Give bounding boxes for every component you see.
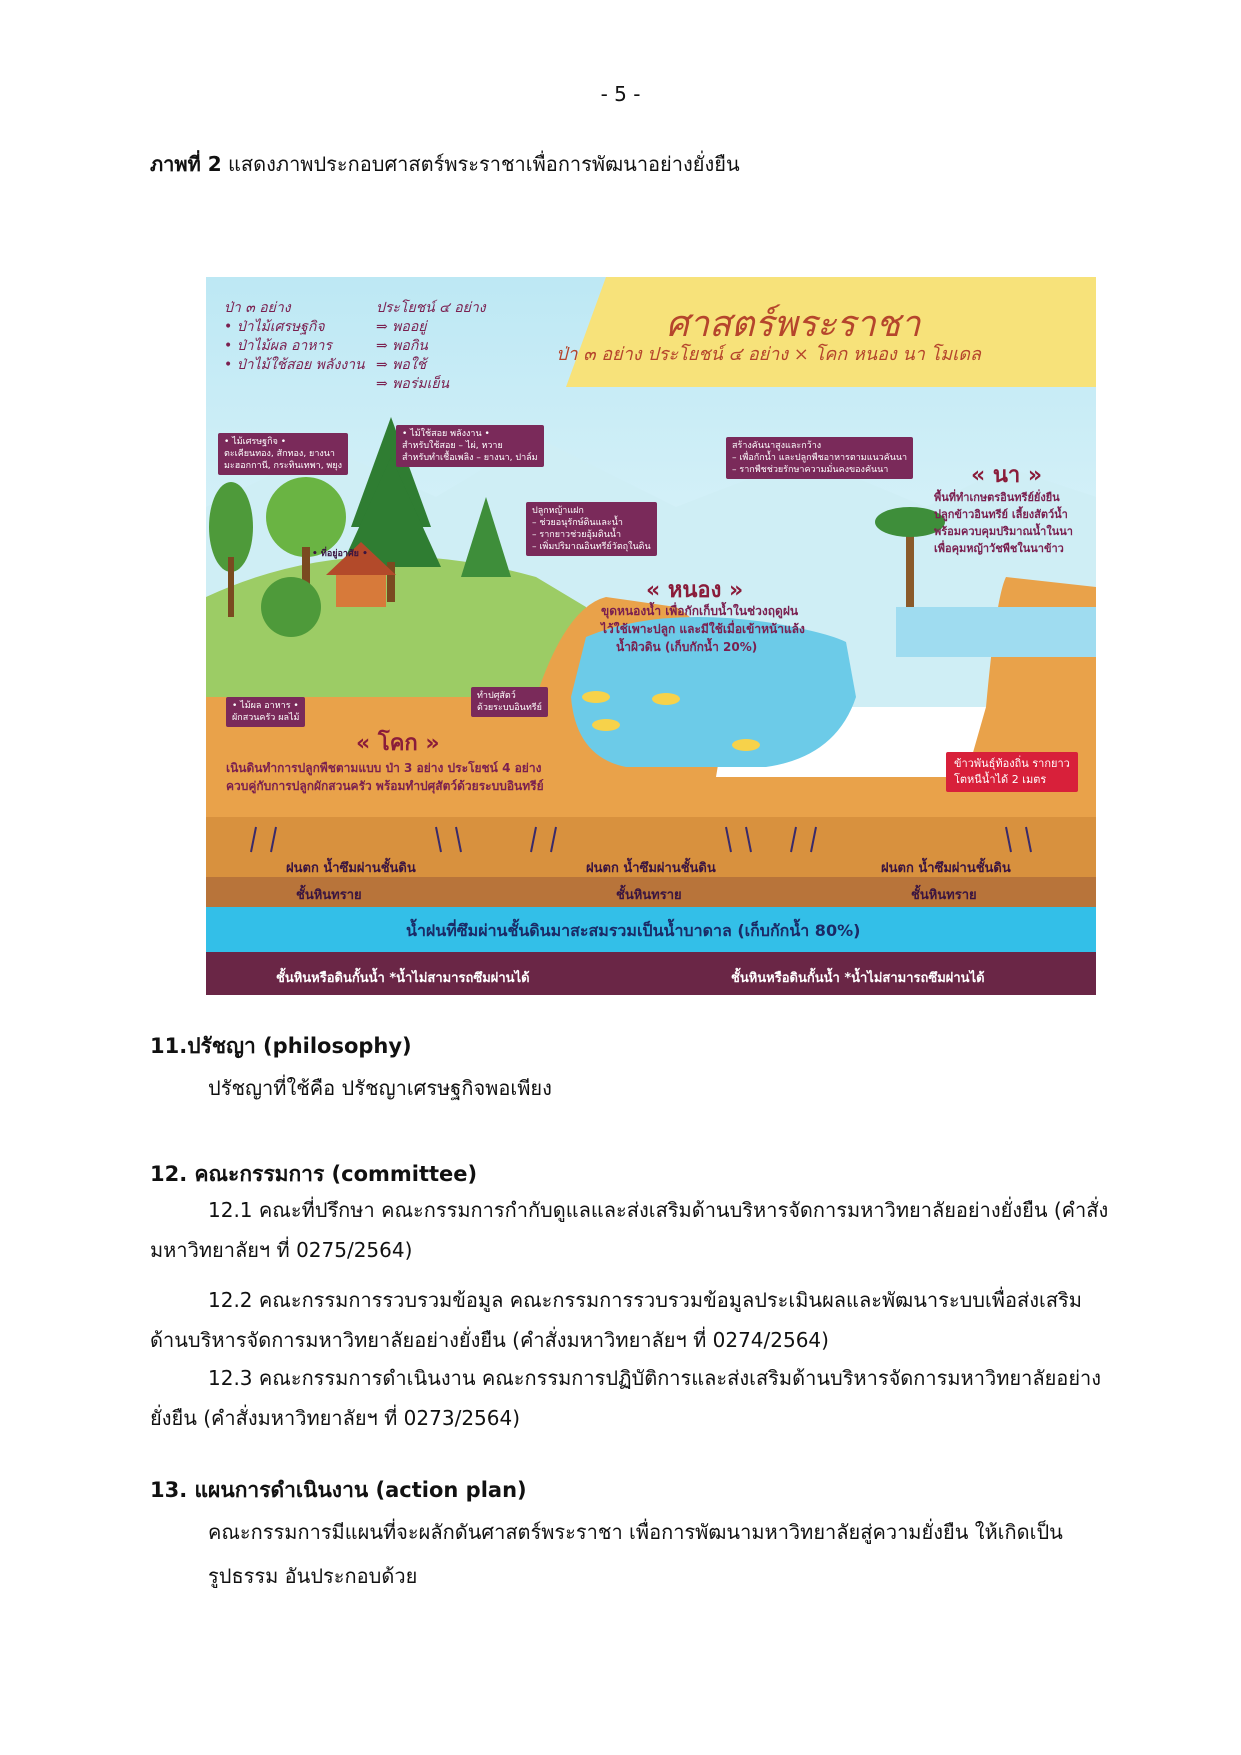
benefit-item: ⇒ พอกิน — [376, 338, 428, 354]
benefit-legend — [376, 299, 486, 394]
na-text-3: พร้อมควบคุมปริมาณน้ำในนา — [934, 525, 1073, 538]
section-11-heading: 11.ปรัชญา (philosophy) — [150, 1034, 412, 1058]
utility-tree-box: • ไม้ใช้สอย พลังงาน • สำหรับใช้สอย – ไผ่, หวาย สำหรับทำเชื้อเพลิง – ยางนา, ปาล์ม — [396, 425, 544, 467]
action-plan-line-2: รูปธรรม อันประกอบด้วย — [208, 1564, 418, 1588]
rice-box: ข้าวพันธุ์ท้องถิ่น รากยาว โตหนีน้ำได้ 2 เมตร — [946, 752, 1078, 792]
house-label: • ที่อยู่อาศัย • — [312, 549, 368, 559]
sandstone-label-right: ชั้นหินทราย — [911, 888, 977, 903]
forest-item: • ป่าไม้ใช้สอย พลังงาน — [224, 357, 365, 373]
na-text-2: ปลูกข้าวอินทรีย์ เลี้ยงสัตว์น้ำ — [934, 508, 1068, 521]
livestock-box: ทำปศุสัตว์ ด้วยระบบอินทรีย์ — [471, 687, 548, 717]
committee-item-3: 12.3 คณะกรรมการดำเนินงาน คณะกรรมการปฏิบัติการและส่งเสริมด้านบริหารจัดการมหาวิทยาลัยอย่างยั่งยืน (คำสั่งมหาวิทยาลัยฯ ที่ 0273/2564) — [150, 1366, 1102, 1430]
section-11-text: ปรัชญาที่ใช้คือ ปรัชญาเศรษฐกิจพอเพียง — [208, 1076, 552, 1100]
forest-heading: ป่า ๓ อย่าง — [224, 300, 291, 316]
figure-caption — [150, 148, 740, 180]
action-plan-line-1: คณะกรรมการมีแผนที่จะผลักดันศาสตร์พระราชา เพื่อการพัฒนามหาวิทยาลัยสู่ความยั่งยืน ให้เกิดเป็น — [208, 1520, 1063, 1544]
benefit-item: ⇒ พอร่มเย็น — [376, 376, 450, 392]
bedrock-label-right: ชั้นหินหรือดินกั้นน้ำ *น้ำไม่สามารถซึมผ่านได้ — [731, 971, 985, 986]
fruit-tree-box: • ไม้ผล อาหาร • ผักสวนครัว ผลไม้ — [226, 697, 305, 727]
khok-text-2: ควบคู่กับการปลูกผักสวนครัว พร้อมทำปศุสัตว์ด้วยระบบอินทรีย์ — [226, 779, 544, 793]
nong-text-3: น้ำผิวดิน (เก็บกักน้ำ 20%) — [616, 640, 758, 654]
committee-item-2: 12.2 คณะกรรมการรวบรวมข้อมูล คณะกรรมการรวบรวมข้อมูลประเมินผลและพัฒนาระบบเพื่อส่งเสริมด้านบริหารจัดการมหาวิทยาลัยอย่างยั่งยืน (คำสั่งมหาวิทยาลัยฯ ที่ 0274/2564) — [150, 1288, 1082, 1352]
benefit-heading: ประโยชน์ ๔ อย่าง — [376, 300, 486, 316]
groundwater-label: น้ำฝนที่ซึมผ่านชั้นดินมาสะสมรวมเป็นน้ำบาดาล (เก็บกักน้ำ 80%) — [406, 921, 861, 940]
na-text-1: พื้นที่ทำเกษตรอินทรีย์ยั่งยืน — [934, 491, 1060, 504]
sandstone-label-left: ชั้นหินทราย — [296, 888, 362, 903]
forest-legend — [224, 299, 365, 375]
benefit-item: ⇒ พออยู่ — [376, 319, 427, 335]
figure-subtitle: ป่า ๓ อย่าง ประโยชน์ ๔ อย่าง × โคก หนอง นา โมเดล — [556, 344, 981, 365]
caption-label: ภาพที่ 2 — [150, 152, 222, 176]
rain-label-center: ฝนตก น้ำซึมผ่านชั้นดิน — [586, 861, 716, 876]
khok-text-1: เนินดินทำการปลูกพืชตามแบบ ป่า 3 อย่าง ประโยชน์ 4 อย่าง — [226, 761, 542, 775]
vetiver-grass-box: ปลูกหญ้าแฝก – ช่วยอนุรักษ์ดินและน้ำ – รากยาวช่วยอุ้มดินน้ำ – เพิ่มปริมาณอินทรีย์วัตถุในดิน — [526, 502, 657, 556]
na-title: « นา » — [971, 463, 1043, 488]
econ-tree-box: • ไม้เศรษฐกิจ • ตะเคียนทอง, สักทอง, ยางนา มะฮอกกานี, กระทินเทพา, พยุง — [218, 433, 348, 475]
forest-item: • ป่าไม้เศรษฐกิจ — [224, 319, 325, 335]
benefit-item: ⇒ พอใช้ — [376, 357, 427, 373]
committee-item-1: 12.1 คณะที่ปรึกษา คณะกรรมการกำกับดูแลและส่งเสริมด้านบริหารจัดการมหาวิทยาลัยอย่างยั่งยืน (คำสั่งมหาวิทยาลัยฯ ที่ 0275/2564) — [150, 1198, 1109, 1262]
nong-text-2: ไว้ใช้เพาะปลูก และมีใช้เมื่อเข้าหน้าแล้ง — [601, 622, 805, 636]
bedrock-label-left: ชั้นหินหรือดินกั้นน้ำ *น้ำไม่สามารถซึมผ่านได้ — [276, 971, 530, 986]
sandstone-label-center: ชั้นหินทราย — [616, 888, 682, 903]
khok-title: « โคก » — [356, 731, 440, 756]
infographic — [206, 277, 1096, 995]
section-12-heading: 12. คณะกรรมการ (committee) — [150, 1162, 478, 1186]
rain-label-right: ฝนตก น้ำซึมผ่านชั้นดิน — [881, 861, 1011, 876]
nong-text-1: ขุดหนองน้ำ เพื่อกักเก็บน้ำในช่วงฤดูฝน — [601, 604, 799, 618]
figure-title: ศาสตร์พระราชา — [666, 304, 921, 345]
rain-label-left: ฝนตก น้ำซึมผ่านชั้นดิน — [286, 861, 416, 876]
nong-title: « หนอง » — [646, 578, 744, 603]
na-text-4: เพื่อคุมหญ้าวัชพืชในนาข้าว — [934, 542, 1064, 555]
forest-item: • ป่าไม้ผล อาหาร — [224, 338, 332, 354]
caption-text: แสดงภาพประกอบศาสตร์พระราชาเพื่อการพัฒนาอย่างยั่งยืน — [221, 152, 740, 176]
section-13-heading: 13. แผนการดำเนินงาน (action plan) — [150, 1478, 527, 1502]
dike-box: สร้างคันนาสูงและกว้าง – เพื่อกักน้ำ และปลูกพืชอาหารตามแนวคันนา – รากพืชช่วยรักษาความมั่นคงของคันนา — [726, 437, 913, 479]
page-number: - 5 - — [600, 82, 641, 106]
